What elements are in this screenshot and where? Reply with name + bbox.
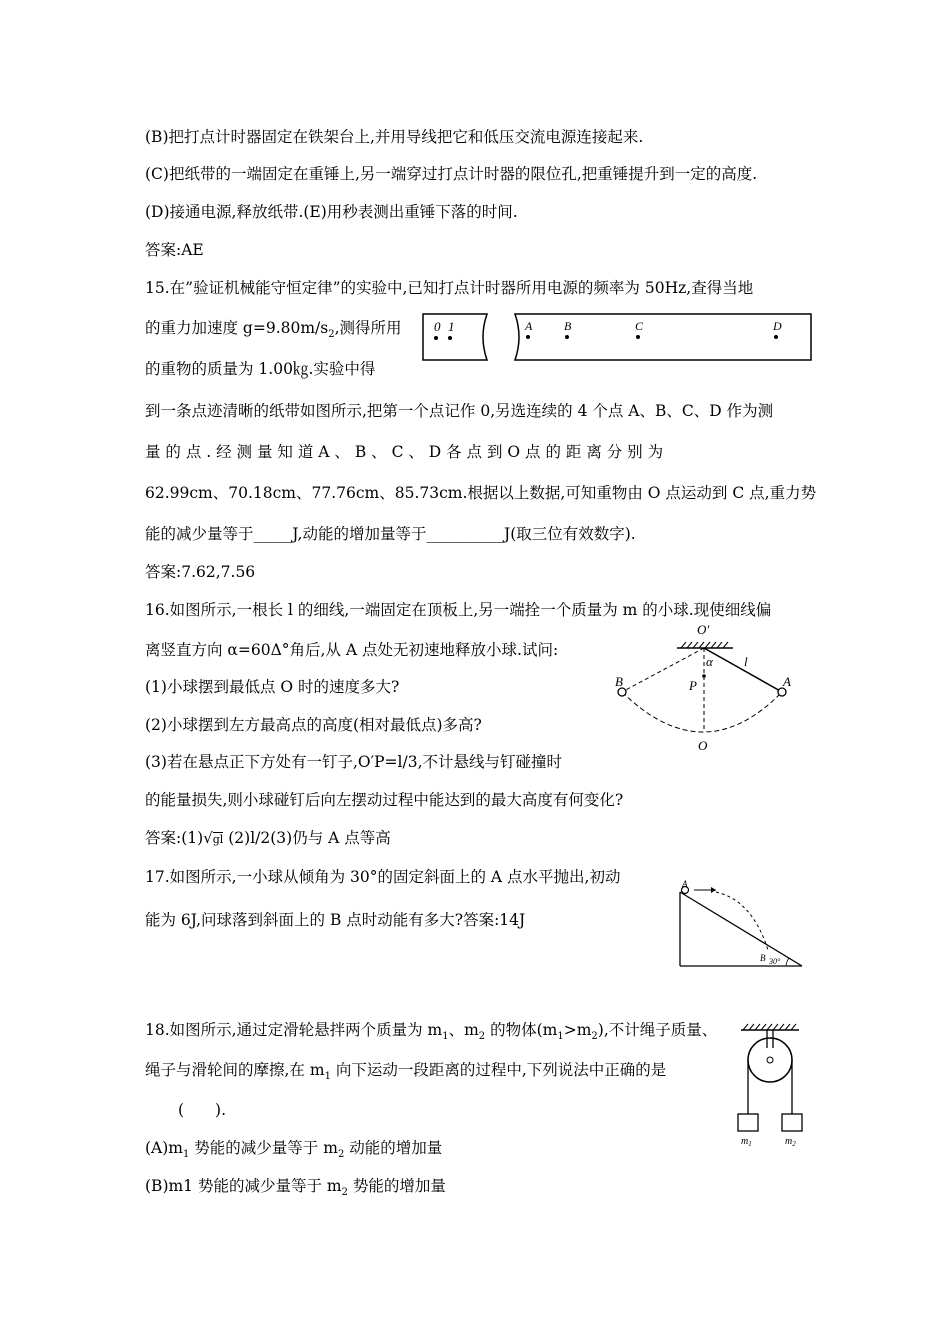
q15-line-5: 量 的 点 . 经 测 量 知 道 A 、 B 、 C 、 D 各 点 到 O 点 的 距 离 分 别 为 bbox=[145, 443, 664, 461]
q18-option-b: (B)m1 势能的减少量等于 $m_2$ 势能的增加量 bbox=[145, 1177, 446, 1199]
label-a: A bbox=[783, 674, 791, 689]
sqrt-expression: √gl bbox=[203, 829, 224, 847]
q16-sub-4: 的能量损失,则小球碰钉后向左摆动过程中能达到的最大高度有何变化? bbox=[145, 791, 624, 809]
tape-label-1: 1 bbox=[448, 319, 455, 334]
q15-line-4: 到一条点迹清晰的纸带如图所示,把第一个点记作 0,另选连续的 4 个点 A、B、C、D 作为测 bbox=[145, 402, 774, 420]
q15-line-3: 的重物的质量为 1.00㎏.实验中得 bbox=[145, 360, 376, 378]
nail-p bbox=[702, 674, 706, 678]
tape-dot-a bbox=[526, 335, 530, 339]
tape-label-b: B bbox=[564, 319, 572, 333]
label-alpha: α bbox=[706, 654, 713, 669]
q16-answer: 答案:(1)√gl (2)l/2(3)仍与 A 点等高 bbox=[145, 828, 391, 850]
ball-at-b bbox=[618, 688, 626, 696]
pulley-axle bbox=[767, 1057, 773, 1063]
q15-line-7: 能的减少量等于_____J,动能的增加量等于__________J(取三位有效数字). bbox=[145, 525, 636, 543]
q18-line-3: ( ). bbox=[178, 1101, 227, 1119]
tape-dot-b bbox=[565, 335, 569, 339]
label-b: B bbox=[615, 674, 623, 689]
label-angle: 30° bbox=[769, 957, 781, 966]
q18-option-a: $(A)m_1$ 势能的减少量等于 $m_2$ 动能的增加量 bbox=[145, 1139, 443, 1161]
label-o-prime: O′ bbox=[697, 622, 710, 637]
q14-option-de: (D)接通电源,释放纸带.(E)用秒表测出重锤下落的时间. bbox=[145, 203, 518, 221]
pendulum-figure bbox=[605, 620, 805, 760]
q16-sub-1: (1)小球摆到最低点 O 时的速度多大? bbox=[145, 678, 400, 696]
incline-figure bbox=[672, 878, 807, 970]
ball-at-a bbox=[778, 688, 786, 696]
q16-line-1: 16.如图所示,一根长 l 的细线,一端固定在顶板上,另一端拴一个质量为 m 的小球.现使细线偏 bbox=[145, 601, 772, 619]
q15-line-1: 15.在”验证机械能守恒定律”的实验中,已知打点计时器所用电源的频率为 50Hz,查得当地 bbox=[145, 279, 754, 297]
q16-line-2: 离竖直方向 α=60Δ°角后,从 A 点处无初速地释放小球.试问: bbox=[145, 641, 559, 659]
tape-dot-d bbox=[774, 335, 778, 339]
label-m2: $m_2$ bbox=[785, 1136, 796, 1148]
tape-label-c: C bbox=[635, 319, 644, 333]
label-l: l bbox=[744, 654, 748, 669]
label-o: O bbox=[698, 738, 708, 753]
q17-line-1: 17.如图所示,一小球从倾角为 30°的固定斜面上的 A 点水平抛出,初动 bbox=[145, 868, 621, 886]
q16-sub-2: (2)小球摆到左方最高点的高度(相对最低点)多高? bbox=[145, 716, 482, 734]
q17-line-2: 能为 6J,问球落到斜面上的 B 点时动能有多大?答案:14J bbox=[145, 911, 526, 929]
tape-label-d: D bbox=[773, 319, 782, 333]
q18-line-1: 18.如图所示,通过定滑轮悬拌两个质量为 $m_1$、$m_2$ 的物体$(m_1>m_2)$,不计绳子质量、 bbox=[145, 1021, 718, 1043]
q14-option-c: (C)把纸带的一端固定在重锤上,另一端穿过打点计时器的限位孔,把重锤提升到一定的高度. bbox=[145, 165, 758, 183]
paper-tape-figure bbox=[415, 308, 815, 364]
tape-label-a: A bbox=[525, 319, 533, 333]
tape-dot-c bbox=[636, 335, 640, 339]
q14-option-b: (B)把打点计时器固定在铁架台上,并用导线把它和低压交流电源连接起来. bbox=[145, 128, 644, 146]
tape-dot-0 bbox=[434, 336, 438, 340]
label-m1: $m_1$ bbox=[741, 1136, 752, 1148]
label-a: A bbox=[682, 879, 688, 889]
q18-line-2: 绳子与滑轮间的摩擦,在 $m_1$ 向下运动一段距离的过程中,下列说法中正确的是 bbox=[145, 1061, 667, 1083]
tape-label-0: 0 bbox=[434, 319, 441, 334]
label-p: P bbox=[689, 678, 697, 693]
q15-line-6: 62.99cm、70.18cm、77.76cm、85.73cm.根据以上数据,可知重物由 O 点运动到 C 点,重力势 bbox=[145, 484, 817, 502]
tape-dot-1 bbox=[448, 336, 452, 340]
label-b: B bbox=[760, 953, 766, 963]
q16-sub-3: (3)若在悬点正下方处有一钉子,O′P=l/3,不计悬线与钉碰撞时 bbox=[145, 753, 562, 771]
q15-line-2: 的重力加速度 $g=9.80m/s_2$,测得所用 bbox=[145, 319, 402, 341]
q14-answer: 答案:AE bbox=[145, 241, 204, 259]
q15-answer: 答案:7.62,7.56 bbox=[145, 563, 256, 581]
pulley-figure bbox=[733, 1018, 808, 1150]
mass-m1 bbox=[738, 1114, 758, 1131]
velocity-arrow-icon bbox=[711, 887, 716, 893]
mass-m2 bbox=[782, 1114, 802, 1131]
